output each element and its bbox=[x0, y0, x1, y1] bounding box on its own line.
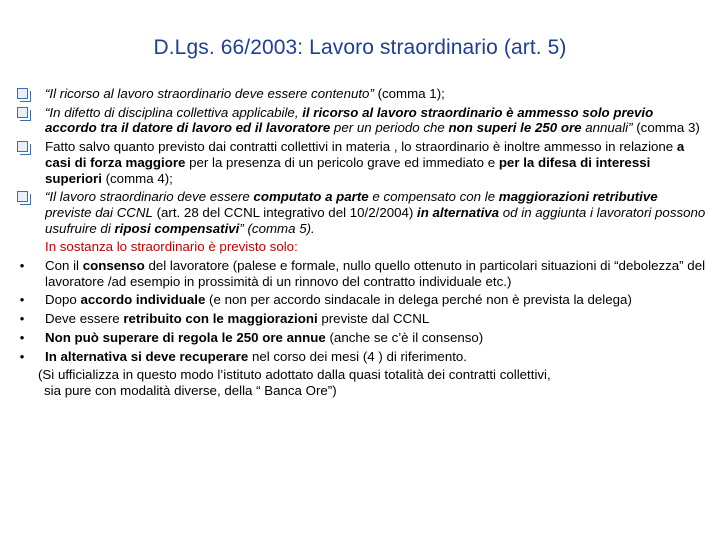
item-text: previste dal CCNL bbox=[317, 311, 430, 327]
slide-content bbox=[16, 86, 706, 399]
list-item-comma-3 bbox=[16, 105, 706, 136]
item-text: e compensato con le bbox=[368, 189, 499, 205]
item-text: per la presenza di un pericolo grave ed immediato e bbox=[185, 154, 499, 170]
item-text: (comma 1); bbox=[373, 86, 445, 101]
summary-heading: In sostanza lo straordinario è previsto solo: bbox=[45, 239, 298, 255]
item-text: od in aggiunta i lavoratori possono usufruire di bbox=[45, 204, 706, 236]
list-item-comma-1 bbox=[16, 86, 706, 102]
item-text: non superi le 250 ore bbox=[448, 120, 582, 136]
item-text: “Il ricorso al lavoro straordinario deve essere contenuto” bbox=[45, 86, 374, 101]
bullet-item-paid bbox=[16, 311, 706, 327]
item-text: per la difesa di interessi superiori bbox=[45, 154, 651, 186]
bullet-dot-icon: • bbox=[19, 311, 25, 327]
bullet-dot-icon: • bbox=[19, 292, 25, 308]
item-text: maggiorazioni retributive bbox=[498, 189, 658, 205]
page-title: D.Lgs. 66/2003: Lavoro straordinario (art. 5) bbox=[153, 36, 567, 59]
item-text: Deve essere bbox=[45, 311, 124, 327]
item-text: (art. 28 del CCNL integrativo del 10/2/2004) bbox=[152, 204, 418, 220]
item-text: computato a parte bbox=[253, 189, 369, 205]
item-text: Dopo bbox=[45, 292, 81, 308]
item-text: consenso bbox=[82, 258, 145, 274]
item-text: Fatto salvo quanto previsto dai contratti collettivi in materia , lo straordinario è inoltre ammesso in relazione bbox=[45, 139, 677, 155]
item-text: “In difetto di disciplina collettiva applicabile, bbox=[45, 104, 303, 120]
bullet-item-limit bbox=[16, 330, 706, 346]
item-text: (anche se c’è il consenso) bbox=[325, 329, 484, 345]
item-text: annuali” bbox=[581, 120, 633, 136]
bullet-dot-icon: • bbox=[19, 348, 25, 364]
item-text: accordo individuale bbox=[80, 292, 206, 308]
item-text: “Il lavoro straordinario deve essere bbox=[45, 189, 254, 205]
item-text: In alternativa si deve recuperare bbox=[45, 348, 249, 364]
item-text: del lavoratore (palese e formale, nullo quello ottenuto in particolari situazioni di “debolezza” del lavoratore /ad esempio in prossimità di un rinnovo del contratto individuale etc.) bbox=[45, 258, 706, 289]
note-line: sia pure con modalità diverse, della “ Banca Ore”) bbox=[44, 382, 337, 398]
item-text: a casi di forza maggiore bbox=[45, 139, 685, 170]
closing-note bbox=[16, 367, 706, 398]
item-text: nel corso dei mesi (4 ) di riferimento. bbox=[248, 348, 468, 364]
item-text: Non può superare di regola le 250 ore annue bbox=[45, 329, 326, 345]
bullet-dot-icon: • bbox=[19, 329, 25, 345]
item-text: in alternativa bbox=[417, 204, 500, 220]
item-text: riposi compensativi bbox=[114, 220, 240, 236]
item-text: il ricorso al lavoro straordinario è ammesso solo previo accordo tra il datore di lavoro ed il lavoratore bbox=[45, 104, 654, 136]
item-text: Con il bbox=[45, 258, 83, 274]
bullet-item-consent bbox=[16, 258, 706, 289]
item-text: retribuito con le maggiorazioni bbox=[123, 311, 318, 327]
item-text: ” (comma 5). bbox=[239, 220, 315, 236]
bullet-item-agreement bbox=[16, 292, 706, 308]
item-text: per un periodo che bbox=[330, 120, 449, 136]
item-text: previste dai CCNL bbox=[45, 204, 153, 220]
bullet-item-recover bbox=[16, 349, 706, 365]
bullet-dot-icon: • bbox=[19, 258, 25, 274]
list-item-comma-4 bbox=[16, 139, 706, 186]
note-line: (Si ufficializza in questo modo l’istituto adottato dalla quasi totalità dei contratti collettivi, bbox=[38, 367, 551, 383]
item-text: (e non per accordo sindacale in delega perché non è prevista la delega) bbox=[205, 292, 632, 308]
list-item-comma-5 bbox=[16, 189, 706, 236]
item-text: (comma 3) bbox=[632, 120, 700, 136]
item-text: (comma 4); bbox=[101, 170, 173, 186]
